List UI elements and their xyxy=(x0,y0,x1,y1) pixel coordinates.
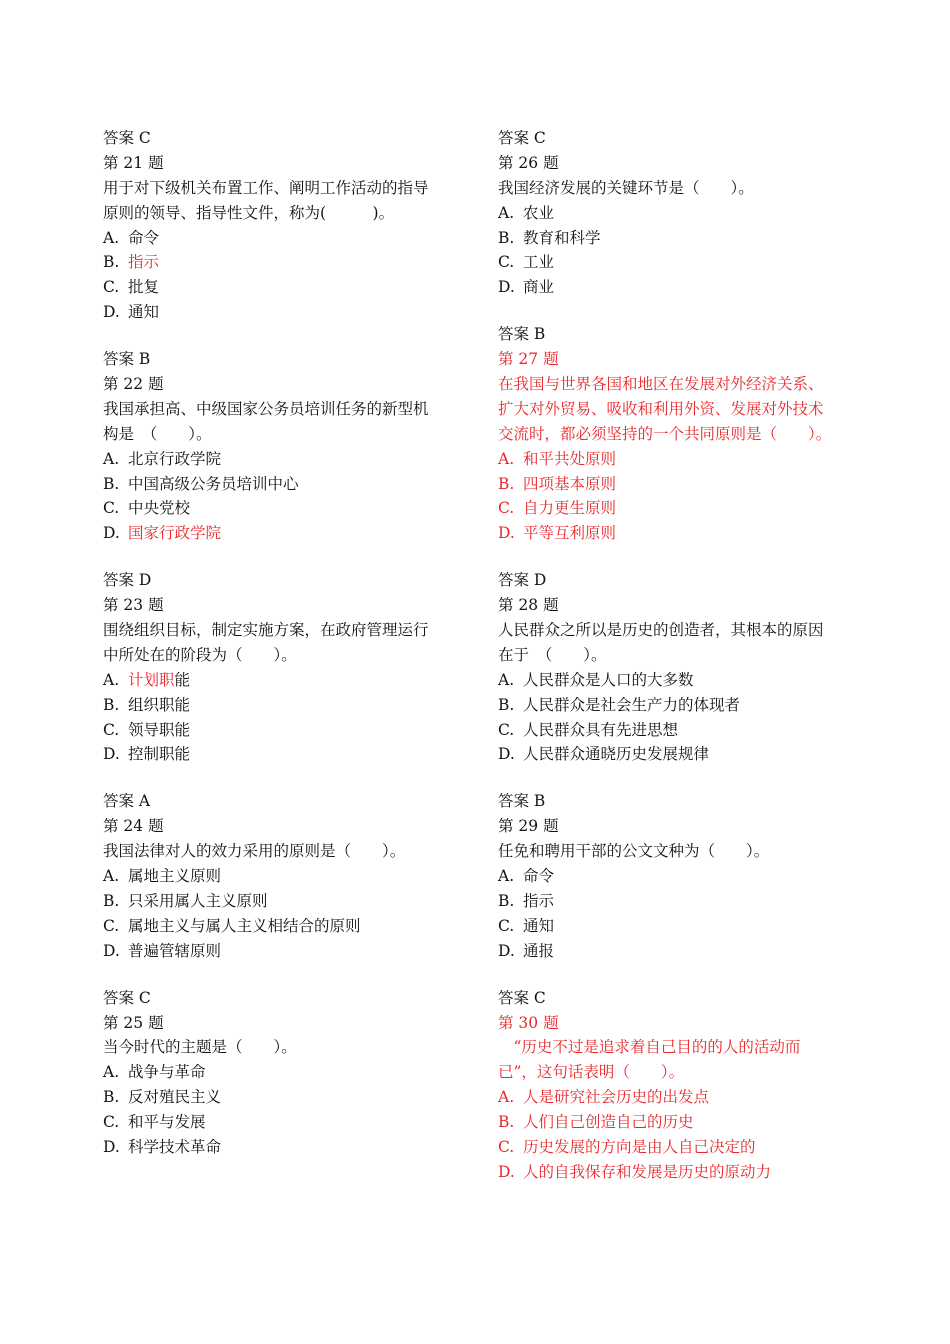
option-text: 指示 xyxy=(523,891,555,910)
option-text: 和平与发展 xyxy=(128,1113,206,1132)
option-item xyxy=(103,275,473,300)
option-text: 平等互利原则 xyxy=(523,524,617,543)
option-item xyxy=(103,300,473,325)
option-item xyxy=(498,742,878,767)
option-item xyxy=(103,889,473,914)
answer-label: 答案 B xyxy=(498,325,546,344)
option-letter: C. xyxy=(498,916,515,935)
option-letter: B. xyxy=(103,474,120,493)
option-text: 和平共处原则 xyxy=(523,449,617,468)
question-number: 第 27 题 xyxy=(498,350,559,369)
option-text: 属地主义原则 xyxy=(128,867,222,886)
option-text: 人是研究社会历史的出发点 xyxy=(523,1088,710,1107)
answer-label: 答案 D xyxy=(498,571,547,590)
option-letter: C. xyxy=(103,278,120,297)
question-text: 在我国与世界各国和地区在发展对外经济关系、 xyxy=(498,375,824,394)
option-letter: B. xyxy=(498,695,515,714)
spacer xyxy=(498,300,878,322)
option-item xyxy=(103,496,473,521)
option-letter: D. xyxy=(103,303,120,322)
option-letter: C. xyxy=(103,720,120,739)
option-item xyxy=(498,226,878,251)
question-number: 第 30 题 xyxy=(498,1013,559,1032)
option-item xyxy=(103,226,473,251)
option-text: 命令 xyxy=(523,867,555,886)
question-text: 构是 （ ）。 xyxy=(103,424,212,443)
option-item xyxy=(498,889,878,914)
option-item xyxy=(103,1085,473,1110)
option-item xyxy=(103,1135,473,1160)
option-item xyxy=(498,864,878,889)
answer-label: 答案 A xyxy=(103,792,151,811)
option-item xyxy=(103,742,473,767)
option-item xyxy=(103,521,473,546)
question-text: 扩大对外贸易、吸收和利用外资、发展对外技术 xyxy=(498,399,824,418)
option-letter: C. xyxy=(103,499,120,518)
question-text: 在于 （ ）。 xyxy=(498,645,607,664)
option-letter: A. xyxy=(498,203,515,222)
option-letter: B. xyxy=(103,253,120,272)
question-number: 第 26 题 xyxy=(498,153,559,172)
question-number: 第 29 题 xyxy=(498,817,559,836)
option-item xyxy=(498,718,878,743)
option-letter: A. xyxy=(103,449,120,468)
option-text: 战争与革命 xyxy=(128,1063,206,1082)
option-item xyxy=(498,914,878,939)
option-letter: C. xyxy=(103,916,120,935)
question-number: 第 22 题 xyxy=(103,375,164,394)
option-letter: D. xyxy=(498,278,515,297)
question-text: 原则的领导、指导性文件，称为( )。 xyxy=(103,203,395,222)
option-item xyxy=(103,718,473,743)
answer-label: 答案 C xyxy=(498,988,546,1007)
option-text: 人民群众是人口的大多数 xyxy=(523,670,694,689)
question-text: 我国承担高、中级国家公务员培训任务的新型机 xyxy=(103,399,429,418)
option-item xyxy=(498,1085,878,1110)
spacer xyxy=(103,767,473,789)
option-letter: B. xyxy=(498,891,515,910)
answer-label: 答案 C xyxy=(498,129,546,147)
option-text: 反对殖民主义 xyxy=(128,1088,222,1107)
option-text: 自力更生原则 xyxy=(523,499,617,518)
option-letter: A. xyxy=(498,867,515,886)
question-text: 任免和聘用干部的公文文种为（ ）。 xyxy=(498,842,770,861)
option-letter: D. xyxy=(103,941,120,960)
option-text: 批复 xyxy=(128,278,160,297)
question-number: 第 24 题 xyxy=(103,817,164,836)
right-column xyxy=(498,126,878,1185)
option-text: 人们自己创造自己的历史 xyxy=(523,1113,694,1132)
option-letter: D. xyxy=(498,941,515,960)
option-text: 四项基本原则 xyxy=(523,474,617,493)
option-letter: A. xyxy=(103,670,120,689)
option-letter: C. xyxy=(103,1113,120,1132)
option-text: 控制职能 xyxy=(128,745,191,764)
option-letter: D. xyxy=(103,745,120,764)
question-text: 中所处在的阶段为（ ）。 xyxy=(103,645,297,664)
spacer xyxy=(103,964,473,986)
option-letter: B. xyxy=(498,474,515,493)
option-letter: D. xyxy=(498,745,515,764)
option-item xyxy=(498,939,878,964)
question-number: 第 23 题 xyxy=(103,596,164,615)
option-letter: B. xyxy=(103,695,120,714)
option-letter: B. xyxy=(498,228,515,247)
option-letter: D. xyxy=(498,1162,515,1181)
option-text: 通知 xyxy=(128,303,160,322)
option-text: 中国高级公务员培训中心 xyxy=(128,474,299,493)
question-number: 第 21 题 xyxy=(103,153,164,172)
option-letter: B. xyxy=(103,1088,120,1107)
option-letter: D. xyxy=(103,524,120,543)
option-item xyxy=(498,521,878,546)
option-item xyxy=(498,1110,878,1135)
spacer xyxy=(498,546,878,568)
option-text: 组织职能 xyxy=(128,695,191,714)
option-letter: D. xyxy=(498,524,515,543)
option-item xyxy=(103,864,473,889)
option-item xyxy=(498,693,878,718)
option-item xyxy=(103,939,473,964)
question-text: 已”，这句话表明（ ）。 xyxy=(498,1063,685,1082)
option-letter: B. xyxy=(498,1113,515,1132)
option-text: 只采用属人主义原则 xyxy=(128,891,268,910)
option-item xyxy=(498,275,878,300)
spacer xyxy=(498,964,878,986)
option-item xyxy=(103,447,473,472)
question-text: 我国法律对人的效力采用的原则是（ ）。 xyxy=(103,842,406,861)
option-item xyxy=(103,472,473,497)
option-item xyxy=(498,472,878,497)
option-text: 人民群众通晓历史发展规律 xyxy=(523,745,710,764)
option-item xyxy=(498,1135,878,1160)
spacer xyxy=(103,546,473,568)
option-item xyxy=(103,1110,473,1135)
option-letter: C. xyxy=(498,720,515,739)
option-text: 属地主义与属人主义相结合的原则 xyxy=(128,916,361,935)
option-text: 工业 xyxy=(523,253,555,272)
option-letter: C. xyxy=(498,1137,515,1156)
option-item xyxy=(103,250,473,275)
question-number: 第 25 题 xyxy=(103,1013,164,1032)
answer-label: 答案 C xyxy=(103,988,151,1007)
option-letter: A. xyxy=(103,228,120,247)
option-item xyxy=(103,668,473,693)
option-text: 北京行政学院 xyxy=(128,449,222,468)
option-text: 人民群众是社会生产力的体现者 xyxy=(523,695,741,714)
question-text: 交流时，都必须坚持的一个共同原则是（ ）。 xyxy=(498,424,832,443)
option-text: 教育和科学 xyxy=(523,228,601,247)
option-text: 指示 xyxy=(128,253,160,272)
question-text: 人民群众之所以是历史的创造者，其根本的原因 xyxy=(498,621,824,640)
answer-label: 答案 C xyxy=(103,129,151,147)
option-text: 命令 xyxy=(128,228,160,247)
option-text: 商业 xyxy=(523,278,555,297)
option-item xyxy=(103,693,473,718)
option-text: 中央党校 xyxy=(128,499,191,518)
spacer xyxy=(103,325,473,347)
option-letter: D. xyxy=(103,1137,120,1156)
question-text: “历史不过是追求着自己目的的人的活动而 xyxy=(498,1038,801,1057)
option-letter: A. xyxy=(498,1088,515,1107)
question-text: 围绕组织目标，制定实施方案，在政府管理运行 xyxy=(103,621,429,640)
option-text: 农业 xyxy=(523,203,555,222)
option-text: 人民群众具有先进思想 xyxy=(523,720,679,739)
option-text: 普遍管辖原则 xyxy=(128,941,222,960)
spacer xyxy=(498,767,878,789)
option-item xyxy=(103,1060,473,1085)
option-item xyxy=(498,668,878,693)
option-text: 领导职能 xyxy=(128,720,191,739)
option-text: 人的自我保存和发展是历史的原动力 xyxy=(523,1162,772,1181)
left-column xyxy=(103,126,473,1160)
option-letter: A. xyxy=(103,1063,120,1082)
option-letter: A. xyxy=(498,449,515,468)
question-text: 当今时代的主题是（ ）。 xyxy=(103,1038,297,1057)
option-item xyxy=(498,201,878,226)
option-text: 通报 xyxy=(523,941,555,960)
answer-label: 答案 B xyxy=(103,350,151,369)
option-letter: A. xyxy=(498,670,515,689)
option-item xyxy=(498,447,878,472)
option-letter: C. xyxy=(498,499,515,518)
question-number: 第 28 题 xyxy=(498,596,559,615)
question-text: 用于对下级机关布置工作、阐明工作活动的指导 xyxy=(103,178,429,197)
option-item xyxy=(498,1160,878,1185)
option-text: 科学技术革命 xyxy=(128,1137,222,1156)
option-text: 通知 xyxy=(523,916,555,935)
option-text: 历史发展的方向是由人自己决定的 xyxy=(523,1137,756,1156)
option-item xyxy=(103,914,473,939)
option-text-highlight: 计划职 xyxy=(128,670,175,689)
option-letter: C. xyxy=(498,253,515,272)
option-text: 国家行政学院 xyxy=(128,524,222,543)
option-item xyxy=(498,496,878,521)
option-item xyxy=(498,250,878,275)
option-letter: B. xyxy=(103,891,120,910)
option-text: 能 xyxy=(174,670,191,689)
answer-label: 答案 D xyxy=(103,571,152,590)
answer-label: 答案 B xyxy=(498,792,546,811)
option-letter: A. xyxy=(103,867,120,886)
question-text: 我国经济发展的关键环节是（ ）。 xyxy=(498,178,754,197)
